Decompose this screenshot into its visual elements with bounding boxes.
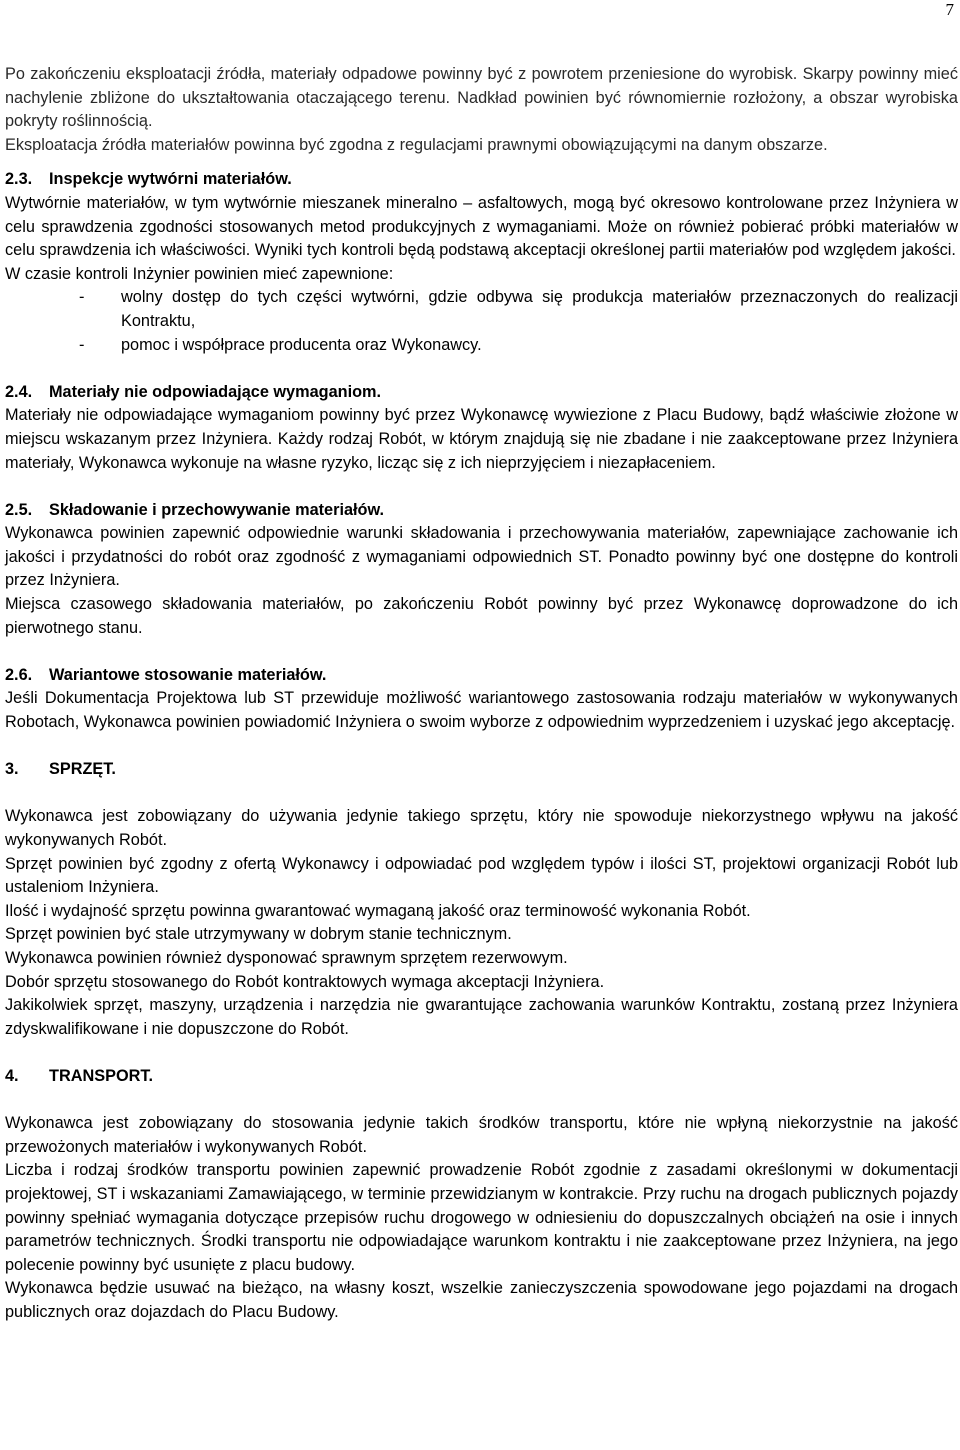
section-title: TRANSPORT. bbox=[49, 1066, 154, 1085]
section-number: 2.4. bbox=[5, 382, 33, 401]
list-item-text: wolny dostęp do tych części wytwórni, gdzie odbywa się produkcja materiałów przeznaczonych do realizacji Kontraktu, bbox=[121, 288, 958, 330]
section-2-6-heading bbox=[5, 664, 958, 688]
section-3-paragraph: Dobór sprzętu stosowanego do Robót kontraktowych wymaga akceptacji Inżyniera. bbox=[5, 972, 605, 991]
section-3-paragraph: Ilość i wydajność sprzętu powinna gwarantować wymaganą jakość oraz terminowość wykonania Robót. bbox=[5, 901, 751, 920]
section-number: 2.6. bbox=[5, 665, 33, 684]
section-number: 3. bbox=[5, 760, 19, 779]
section-title: Wariantowe stosowanie materiałów. bbox=[49, 665, 327, 684]
section-4-paragraph: Wykonawca będzie usuwać na bieżąco, na własny koszt, wszelkie zanieczyszczenia spowodowane jego pojazdami na drogach publicznych oraz dojazdach do Placu Budowy. bbox=[5, 1279, 958, 1321]
inspection-list bbox=[5, 286, 958, 357]
section-2-4-heading bbox=[5, 381, 958, 405]
section-number: 2.3. bbox=[5, 170, 33, 189]
section-3-heading bbox=[5, 758, 958, 782]
list-dash: - bbox=[79, 288, 85, 307]
document-body bbox=[5, 63, 958, 1324]
section-title: Składowanie i przechowywanie materiałów. bbox=[49, 500, 385, 519]
section-4-heading bbox=[5, 1065, 958, 1089]
intro-paragraph-1: Po zakończeniu eksploatacji źródła, materiały odpadowe powinny być z powrotem przeniesione do wyrobisk. Skarpy powinny mieć nachylenie zbliżone do ukształtowania otaczającego terenu. Nadkład powinien być równomiernie rozłożony, a obszar wyrobiska pokryty roślinnością. bbox=[5, 65, 958, 131]
section-2-6-paragraph-1: Jeśli Dokumentacja Projektowa lub ST przewiduje możliwość wariantowego zastosowania rodzaju materiałów w wykonywanych Robotach, Wykonawca powinien powiadomić Inżyniera o swoim wyborze z odpowiednim wyprzedzeniem i uzyskać jego akceptację. bbox=[5, 689, 958, 732]
list-dash: - bbox=[79, 335, 85, 354]
page-number: 7 bbox=[945, 0, 954, 19]
section-3-paragraph: Wykonawca powinien również dysponować sprawnym sprzętem rezerwowym. bbox=[5, 948, 568, 967]
section-3-paragraph: Wykonawca jest zobowiązany do używania jedynie takiego sprzętu, który nie spowoduje niekorzystnego wpływu na jakość wykonywanych Robót. bbox=[5, 807, 958, 849]
intro-paragraph-2: Eksploatacja źródła materiałów powinna być zgodna z regulacjami prawnymi obowiązującymi na danym obszarze. bbox=[5, 135, 828, 154]
section-3-paragraph: Sprzęt powinien być stale utrzymywany w dobrym stanie technicznym. bbox=[5, 925, 512, 944]
section-2-5-heading bbox=[5, 499, 958, 523]
section-title: Inspekcje wytwórni materiałów. bbox=[49, 170, 292, 189]
list-item bbox=[5, 286, 958, 333]
section-2-3-paragraph-1: Wytwórnie materiałów, w tym wytwórnie mieszanek mineralno – asfaltowych, mogą być okresowo kontrolowane przez Inżyniera w celu sprawdzenia zgodności stosowanych metod produkcyjnych z wymaganiami. Może on również pobierać próbki materiałów w celu sprawdzenia ich właściwości. Wyniki tych kontroli będą podstawą akceptacji określonej partii materiałów pod względem jakości. bbox=[5, 193, 958, 260]
section-2-5-paragraph-1: Wykonawca powinien zapewnić odpowiednie warunki składowania i przechowywania materiałów, zapewniające zachowanie ich jakości i przydatności do robót oraz zgodność z wymaganiami odpowiednich ST. Ponadto powinny być one dostępne do kontroli przez Inżyniera. bbox=[5, 524, 958, 590]
section-2-5-paragraph-2: Miejsca czasowego składowania materiałów, po zakończeniu Robót powinny być przez Wykonawcę doprowadzone do ich pierwotnego stanu. bbox=[5, 595, 958, 637]
section-2-4-paragraph-1: Materiały nie odpowiadające wymaganiom powinny być przez Wykonawcę wywiezione z Placu Budowy, bądź właściwie złożone w miejscu wskazanym przez Inżyniera. Każdy rodzaj Robót, w którym znajdują się nie zbadane i nie zaakceptowane przez Inżyniera materiały, Wykonawca wykonuje na własne ryzyko, licząc się z ich nieprzyjęciem i niezapłaceniem. bbox=[5, 406, 958, 472]
section-title: SPRZĘT. bbox=[49, 760, 116, 779]
section-2-3-heading bbox=[5, 168, 958, 192]
section-4-paragraph: Liczba i rodzaj środków transportu powinien zapewnić prowadzenie Robót zgodnie z zasadami określonymi w dokumentacji projektowej, ST i wskazaniami Zamawiającego, w terminie przewidzianym w kontrakcie. Przy ruchu na drogach publicznych pojazdy powinny spełniać wymagania dotyczące przepisów ruchu drogowego w odniesieniu do dopuszczalnych obciążeń na osie i innych parametrów technicznych. Środki transportu nie odpowiadające warunkom kontraktu i nie zaakceptowane przez Inżyniera, na jego polecenie powinny być usunięte z placu budowy. bbox=[5, 1161, 958, 1274]
list-item bbox=[5, 334, 958, 358]
section-2-3-paragraph-2: W czasie kontroli Inżynier powinien mieć zapewnione: bbox=[5, 264, 394, 283]
section-3-paragraph: Sprzęt powinien być zgodny z ofertą Wykonawcy i odpowiadać pod względem typów i ilości ST, projektowi organizacji Robót lub ustaleniom Inżyniera. bbox=[5, 854, 958, 897]
section-4-paragraph: Wykonawca jest zobowiązany do stosowania jedynie takich środków transportu, które nie wpłyną niekorzystnie na jakość przewożonych materiałów i wykonywanych Robót. bbox=[5, 1114, 958, 1156]
section-number: 4. bbox=[5, 1066, 19, 1085]
list-item-text: pomoc i współprace producenta oraz Wykonawcy. bbox=[121, 335, 482, 354]
section-3-paragraph: Jakikolwiek sprzęt, maszyny, urządzenia i narzędzia nie gwarantujące zachowania warunków Kontraktu, zostaną przez Inżyniera zdyskwalifikowane i nie dopuszczone do Robót. bbox=[5, 996, 958, 1038]
section-title: Materiały nie odpowiadające wymaganiom. bbox=[49, 382, 382, 401]
section-number: 2.5. bbox=[5, 500, 33, 519]
